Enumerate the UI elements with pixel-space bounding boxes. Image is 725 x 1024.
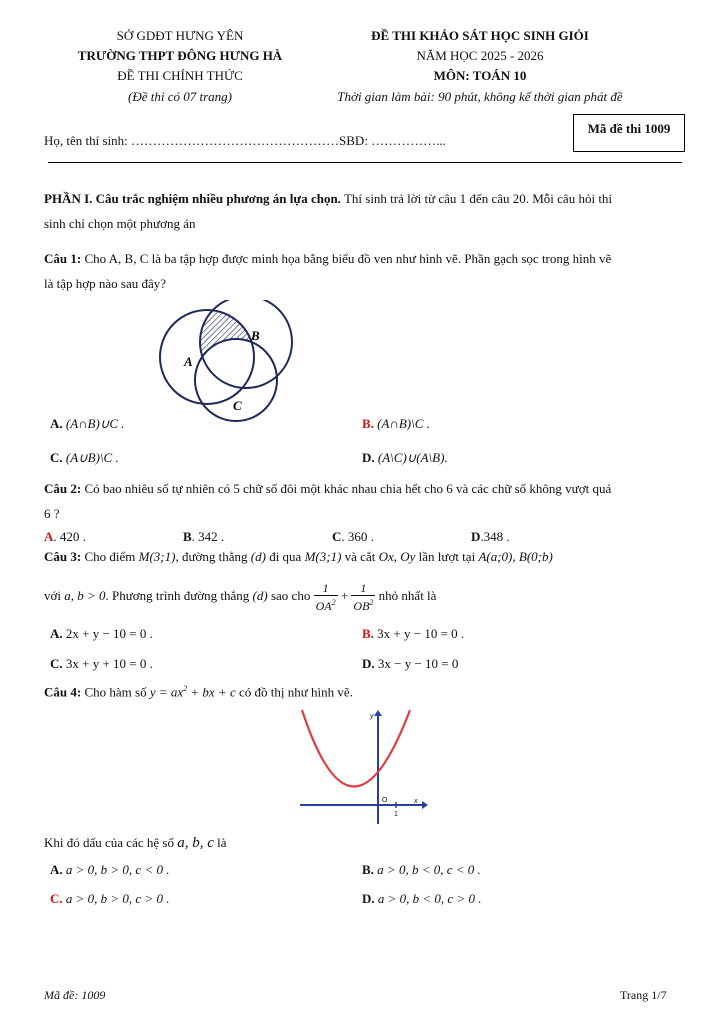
- question-1-label: Câu 1:: [44, 251, 82, 266]
- y-axis-label: y: [370, 713, 374, 720]
- question-4: [44, 684, 353, 700]
- venn-diagram: [150, 300, 300, 422]
- header-divider: [48, 162, 682, 163]
- option-key: C.: [50, 656, 63, 671]
- option-text: 3x + y + 10 = 0 .: [65, 656, 153, 671]
- q3-text: nhỏ nhất là: [378, 587, 437, 603]
- option-key: D.: [362, 656, 375, 671]
- footer-exam-code: Mã đề: 1009: [44, 988, 106, 1002]
- q2-option-a[interactable]: [44, 529, 86, 545]
- student-info-line: Họ, tên thí sinh: …………………………………………SBD: ……………...: [44, 133, 446, 148]
- q3-text: đi qua: [265, 549, 305, 564]
- question-1-text-cont: là tập hợp nào sau đây?: [44, 276, 167, 291]
- question-1: [44, 251, 689, 267]
- q3-text: và cắt: [341, 549, 379, 564]
- time-allowed: Thời gian làm bài: 90 phút, không kể thời gian phát đề: [337, 89, 623, 104]
- option-key: A.: [50, 862, 63, 877]
- q3-text: , đường thẳng: [175, 549, 251, 564]
- q1-option-c[interactable]: [50, 450, 119, 466]
- q3-fraction-oa: [314, 581, 338, 613]
- option-text: (A\C)∪(A\B).: [377, 450, 448, 465]
- q2-option-b[interactable]: [183, 529, 224, 545]
- fraction-numerator: 1: [351, 581, 375, 596]
- y-axis-arrow: [374, 710, 382, 716]
- q3-option-c[interactable]: [50, 656, 153, 672]
- option-text: a > 0, b < 0, c > 0 .: [377, 891, 482, 906]
- parabola-graph: [298, 708, 428, 826]
- origin-label: O: [382, 797, 388, 804]
- q1-option-b[interactable]: [362, 416, 430, 432]
- q4-text: Khi đó dấu của các hệ số: [44, 835, 178, 850]
- q4-text: là: [213, 835, 227, 850]
- q3-text: ,: [512, 549, 519, 564]
- q3-text: lần lượt tại: [415, 549, 479, 564]
- q3-text: . Phương trình đường thẳng: [105, 587, 253, 603]
- q1-option-a[interactable]: [50, 416, 125, 432]
- option-text: (A∪B)\C .: [65, 450, 119, 465]
- q3-option-a[interactable]: [50, 626, 153, 642]
- q4-math-function: y = ax: [149, 684, 184, 700]
- option-key: A.: [50, 626, 63, 641]
- option-key: D.: [362, 891, 375, 906]
- q3-text: với: [44, 587, 65, 603]
- question-2-text: Có bao nhiêu số tự nhiên có 5 chữ số đôi một khác nhau chia hết cho 6 và các chữ số không vượt quá: [81, 481, 612, 496]
- q2-option-d[interactable]: [471, 529, 510, 545]
- q3-math-condition: a, b > 0: [64, 587, 106, 603]
- venn-label-a: A: [184, 354, 193, 369]
- part1-title: PHẦN I. Câu trắc nghiệm nhiều phương án lựa chọn.: [44, 191, 341, 206]
- q3-text: Cho điểm: [81, 549, 139, 564]
- venn-label-c: C: [233, 398, 242, 413]
- option-key: B.: [362, 862, 374, 877]
- option-key: B.: [362, 416, 374, 431]
- exam-pages-note: (Đề thi có 07 trang): [128, 89, 232, 104]
- q4-math-coefficients: a, b, c: [177, 835, 214, 851]
- q4-math-function: + bx + c: [187, 684, 236, 700]
- option-key: C: [332, 529, 342, 544]
- q3-option-b[interactable]: [362, 626, 464, 642]
- exam-code-box: Mã đề thi 1009: [573, 114, 685, 152]
- option-text: 3x − y − 10 = 0: [377, 656, 459, 671]
- question-3-label: Câu 3:: [44, 549, 82, 564]
- option-key: A: [44, 529, 54, 544]
- fraction-denominator: OA: [315, 599, 332, 613]
- school-name: TRƯỜNG THPT ĐÔNG HƯNG HÀ: [77, 48, 283, 63]
- q3-text: sao cho: [267, 587, 314, 603]
- option-key: C.: [50, 450, 63, 465]
- subject: MÔN: TOÁN 10: [433, 68, 527, 83]
- option-key: D.: [362, 450, 375, 465]
- option-text: (A∩B)\C .: [377, 416, 430, 431]
- exam-official-label: ĐỀ THI CHÍNH THỨC: [117, 68, 243, 83]
- school-year: NĂM HỌC 2025 - 2026: [416, 48, 544, 63]
- q4-option-a[interactable]: [50, 862, 169, 878]
- q4-option-b[interactable]: [362, 862, 481, 878]
- exponent: 2: [183, 684, 188, 693]
- option-key: A.: [50, 416, 63, 431]
- question-2-text-cont: 6 ?: [44, 506, 60, 521]
- q3-math-line-d: (d): [250, 549, 266, 564]
- option-text: . 342 .: [191, 529, 225, 544]
- fraction-numerator: 1: [314, 581, 338, 596]
- question-2-label: Câu 2:: [44, 481, 82, 496]
- option-key: B.: [362, 626, 374, 641]
- x-axis-label: x: [414, 798, 418, 805]
- q4-option-c[interactable]: [50, 891, 169, 907]
- venn-label-b: B: [251, 328, 260, 343]
- option-text: 3x + y − 10 = 0 .: [377, 626, 465, 641]
- option-key: B: [183, 529, 192, 544]
- question-2: [44, 481, 689, 497]
- option-text: 2x + y − 10 = 0 .: [65, 626, 153, 641]
- tick-label-1: 1: [394, 811, 398, 818]
- question-1-text: Cho A, B, C là ba tập hợp được minh họa bằng biểu đồ ven như hình vẽ. Phần gạch sọc trong hình vẽ: [81, 251, 612, 266]
- option-text: (A∩B)∪C .: [65, 416, 125, 431]
- option-text: . 360 .: [341, 529, 374, 544]
- plus-sign: +: [340, 587, 349, 603]
- option-text: a > 0, b > 0, c < 0 .: [65, 862, 170, 877]
- q3-math-point-m: M(3;1): [304, 549, 342, 564]
- q3-math-line-d: (d): [252, 587, 268, 603]
- q2-option-c[interactable]: [332, 529, 374, 545]
- question-4-cont: [44, 835, 227, 852]
- q4-text: có đồ thị như hình vẽ.: [235, 684, 353, 700]
- question-4-label: Câu 4:: [44, 684, 82, 700]
- parabola-curve: [302, 710, 410, 787]
- footer-page-number: Trang 1/7: [620, 988, 667, 1002]
- question-3-cont: [44, 581, 436, 613]
- part1-instruction-cont: sinh chỉ chọn một phương án: [44, 216, 196, 231]
- exam-title: ĐỀ THI KHẢO SÁT HỌC SINH GIỎI: [371, 28, 589, 43]
- q3-math-axes: Ox, Oy: [378, 549, 416, 564]
- option-key: D: [471, 529, 481, 544]
- q4-option-d[interactable]: [362, 891, 481, 907]
- q3-math-point-b: B(0;b): [518, 549, 553, 564]
- question-3: [44, 549, 694, 565]
- q3-fraction-ob: [351, 581, 375, 613]
- fraction-denominator: OB: [353, 599, 370, 613]
- q4-text: Cho hàm số: [81, 684, 150, 700]
- option-text: . 420 .: [53, 529, 86, 544]
- q1-option-d[interactable]: [362, 450, 448, 466]
- q3-option-d[interactable]: [362, 656, 458, 672]
- option-text: a > 0, b < 0, c < 0 .: [377, 862, 481, 877]
- school-department: SỞ GDĐT HƯNG YÊN: [116, 28, 244, 43]
- option-text: a > 0, b > 0, c > 0 .: [65, 891, 170, 906]
- exponent: 2: [369, 598, 374, 607]
- exponent: 2: [331, 598, 336, 607]
- option-key: C.: [50, 891, 63, 906]
- q3-math-point-m: M(3;1): [138, 549, 176, 564]
- q3-math-point-a: A(a;0): [478, 549, 513, 564]
- part1-instruction: Thí sinh trả lời từ câu 1 đến câu 20. Mỗi câu hỏi thí: [340, 191, 613, 206]
- x-axis-arrow: [422, 801, 428, 809]
- option-text: .348 .: [480, 529, 510, 544]
- part1-intro: [44, 191, 684, 207]
